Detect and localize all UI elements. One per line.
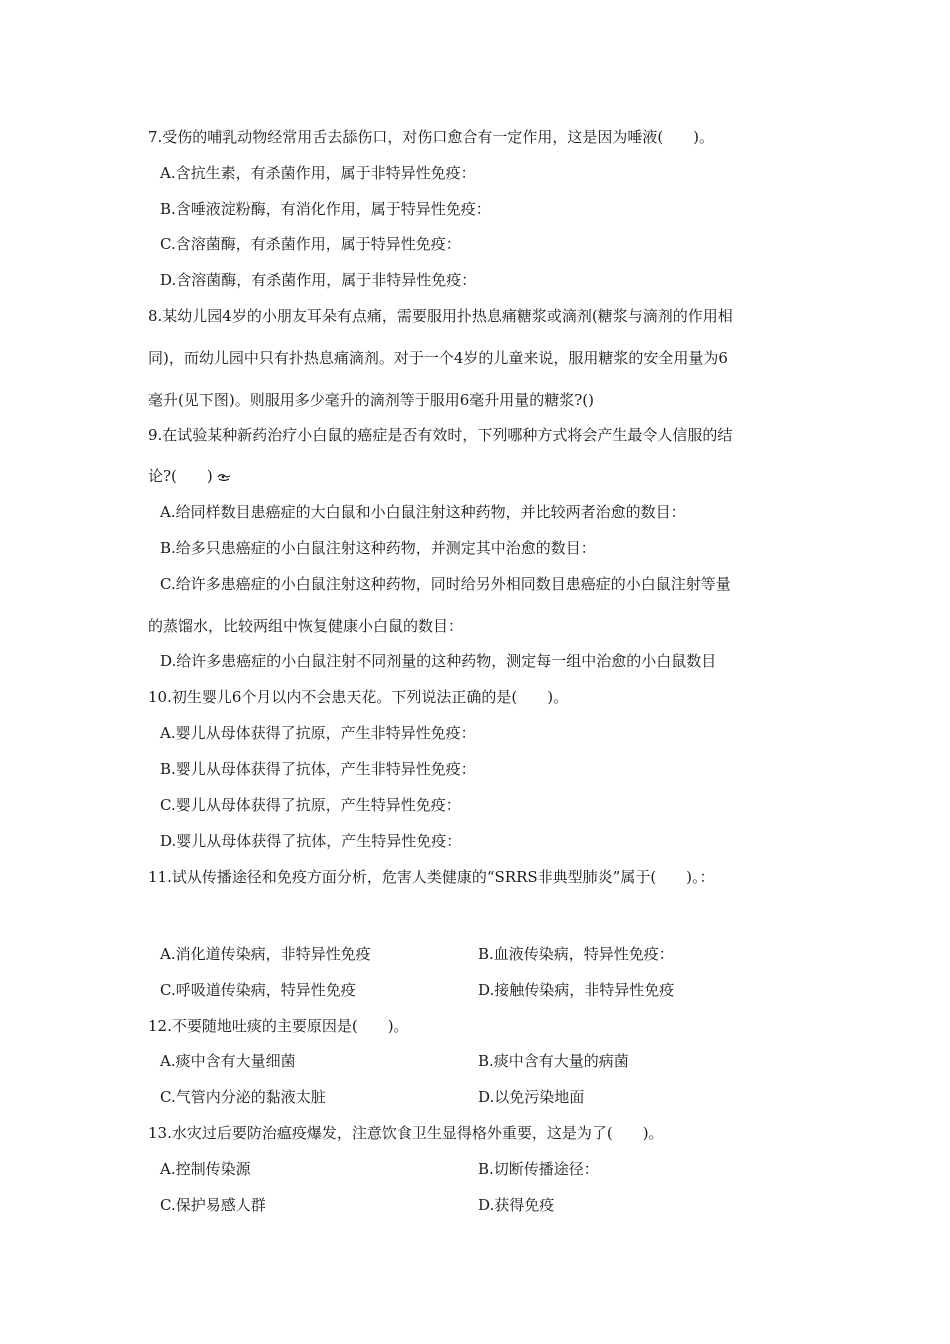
question-9-option-d: D.给许多患癌症的小白鼠注射不同剂量的这种药物，测定每一组中治愈的小白鼠数目 bbox=[160, 652, 717, 670]
question-13-option-b: B.切断传播途径： bbox=[478, 1160, 599, 1178]
hand-pointer-icon bbox=[217, 472, 231, 482]
question-7-option-a: A.含抗生素，有杀菌作用，属于非特异性免疫： bbox=[160, 164, 476, 182]
question-7-option-b: B.含唾液淀粉酶，有消化作用，属于特异性免疫： bbox=[160, 200, 491, 218]
question-10-option-b: B.婴儿从母体获得了抗体，产生非特异性免疫： bbox=[160, 760, 476, 778]
question-9-stem-line-2-text: 论?( ) bbox=[148, 467, 213, 485]
question-7-option-c: C.含溶菌酶，有杀菌作用，属于特异性免疫： bbox=[160, 235, 461, 253]
question-12-option-c: C.气管内分泌的黏液太脏 bbox=[160, 1088, 326, 1106]
question-11-option-c: C.呼吸道传染病，特异性免疫 bbox=[160, 981, 356, 999]
question-11-option-a: A.消化道传染病，非特异性免疫 bbox=[160, 945, 371, 963]
question-12-stem: 12.不要随地吐痰的主要原因是( )。 bbox=[148, 1017, 409, 1035]
question-10-stem: 10.初生婴儿6个月以内不会患天花。下列说法正确的是( )。 bbox=[148, 688, 569, 706]
question-9-option-c-line-1: C.给许多患癌症的小白鼠注射这种药物，同时给另外相同数目患癌症的小白鼠注射等量 bbox=[160, 575, 731, 593]
question-10-option-c: C.婴儿从母体获得了抗原，产生特异性免疫： bbox=[160, 796, 461, 814]
question-13-stem: 13.水灾过后要防治瘟疫爆发，注意饮食卫生显得格外重要，这是为了( )。 bbox=[148, 1124, 664, 1142]
question-11-option-d: D.接触传染病，非特异性免疫 bbox=[478, 981, 675, 999]
question-10-option-d: D.婴儿从母体获得了抗体，产生特异性免疫： bbox=[160, 832, 462, 850]
question-13-option-d: D.获得免疫 bbox=[478, 1196, 555, 1214]
question-13-option-c: C.保护易感人群 bbox=[160, 1196, 266, 1214]
question-12-option-d: D.以免污染地面 bbox=[478, 1088, 585, 1106]
question-9-option-c-line-2: 的蒸馏水，比较两组中恢复健康小白鼠的数目： bbox=[148, 617, 464, 635]
question-9-stem-line-2 bbox=[148, 466, 231, 486]
question-9-option-a: A.给同样数目患癌症的大白鼠和小白鼠注射这种药物，并比较两者治愈的数目： bbox=[160, 503, 686, 521]
question-8-stem-line-3: 毫升(见下图)。则服用多少毫升的滴剂等于服用6毫升用量的糖浆?() bbox=[148, 391, 594, 409]
question-10-option-a: A.婴儿从母体获得了抗原，产生非特异性免疫： bbox=[160, 724, 476, 742]
question-9-option-b: B.给多只患癌症的小白鼠注射这种药物，并测定其中治愈的数目： bbox=[160, 539, 596, 557]
question-11-stem: 11.试从传播途径和免疫方面分析，危害人类健康的“SRRS非典型肺炎”属于( )。： bbox=[148, 868, 715, 886]
question-12-option-b: B.痰中含有大量的病菌 bbox=[478, 1052, 629, 1070]
question-8-stem-line-2: 同)，而幼儿园中只有扑热息痛滴剂。对于一个4岁的儿童来说，服用糖浆的安全用量为6 bbox=[148, 349, 728, 367]
question-8-stem-line-1: 8.某幼儿园4岁的小朋友耳朵有点痛，需要服用扑热息痛糖浆或滴剂(糖浆与滴剂的作用相 bbox=[148, 307, 733, 325]
question-11-option-b: B.血液传染病，特异性免疫： bbox=[478, 945, 674, 963]
question-9-stem-line-1: 9.在试验某种新药治疗小白鼠的癌症是否有效时，下列哪种方式将会产生最令人信服的结 bbox=[148, 426, 733, 444]
question-13-option-a: A.控制传染源 bbox=[160, 1160, 251, 1178]
question-7-option-d: D.含溶菌酶，有杀菌作用，属于非特异性免疫： bbox=[160, 271, 477, 289]
question-7-stem: 7.受伤的哺乳动物经常用舌去舔伤口，对伤口愈合有一定作用，这是因为唾液( )。 bbox=[148, 128, 715, 146]
question-12-option-a: A.痰中含有大量细菌 bbox=[160, 1052, 296, 1070]
